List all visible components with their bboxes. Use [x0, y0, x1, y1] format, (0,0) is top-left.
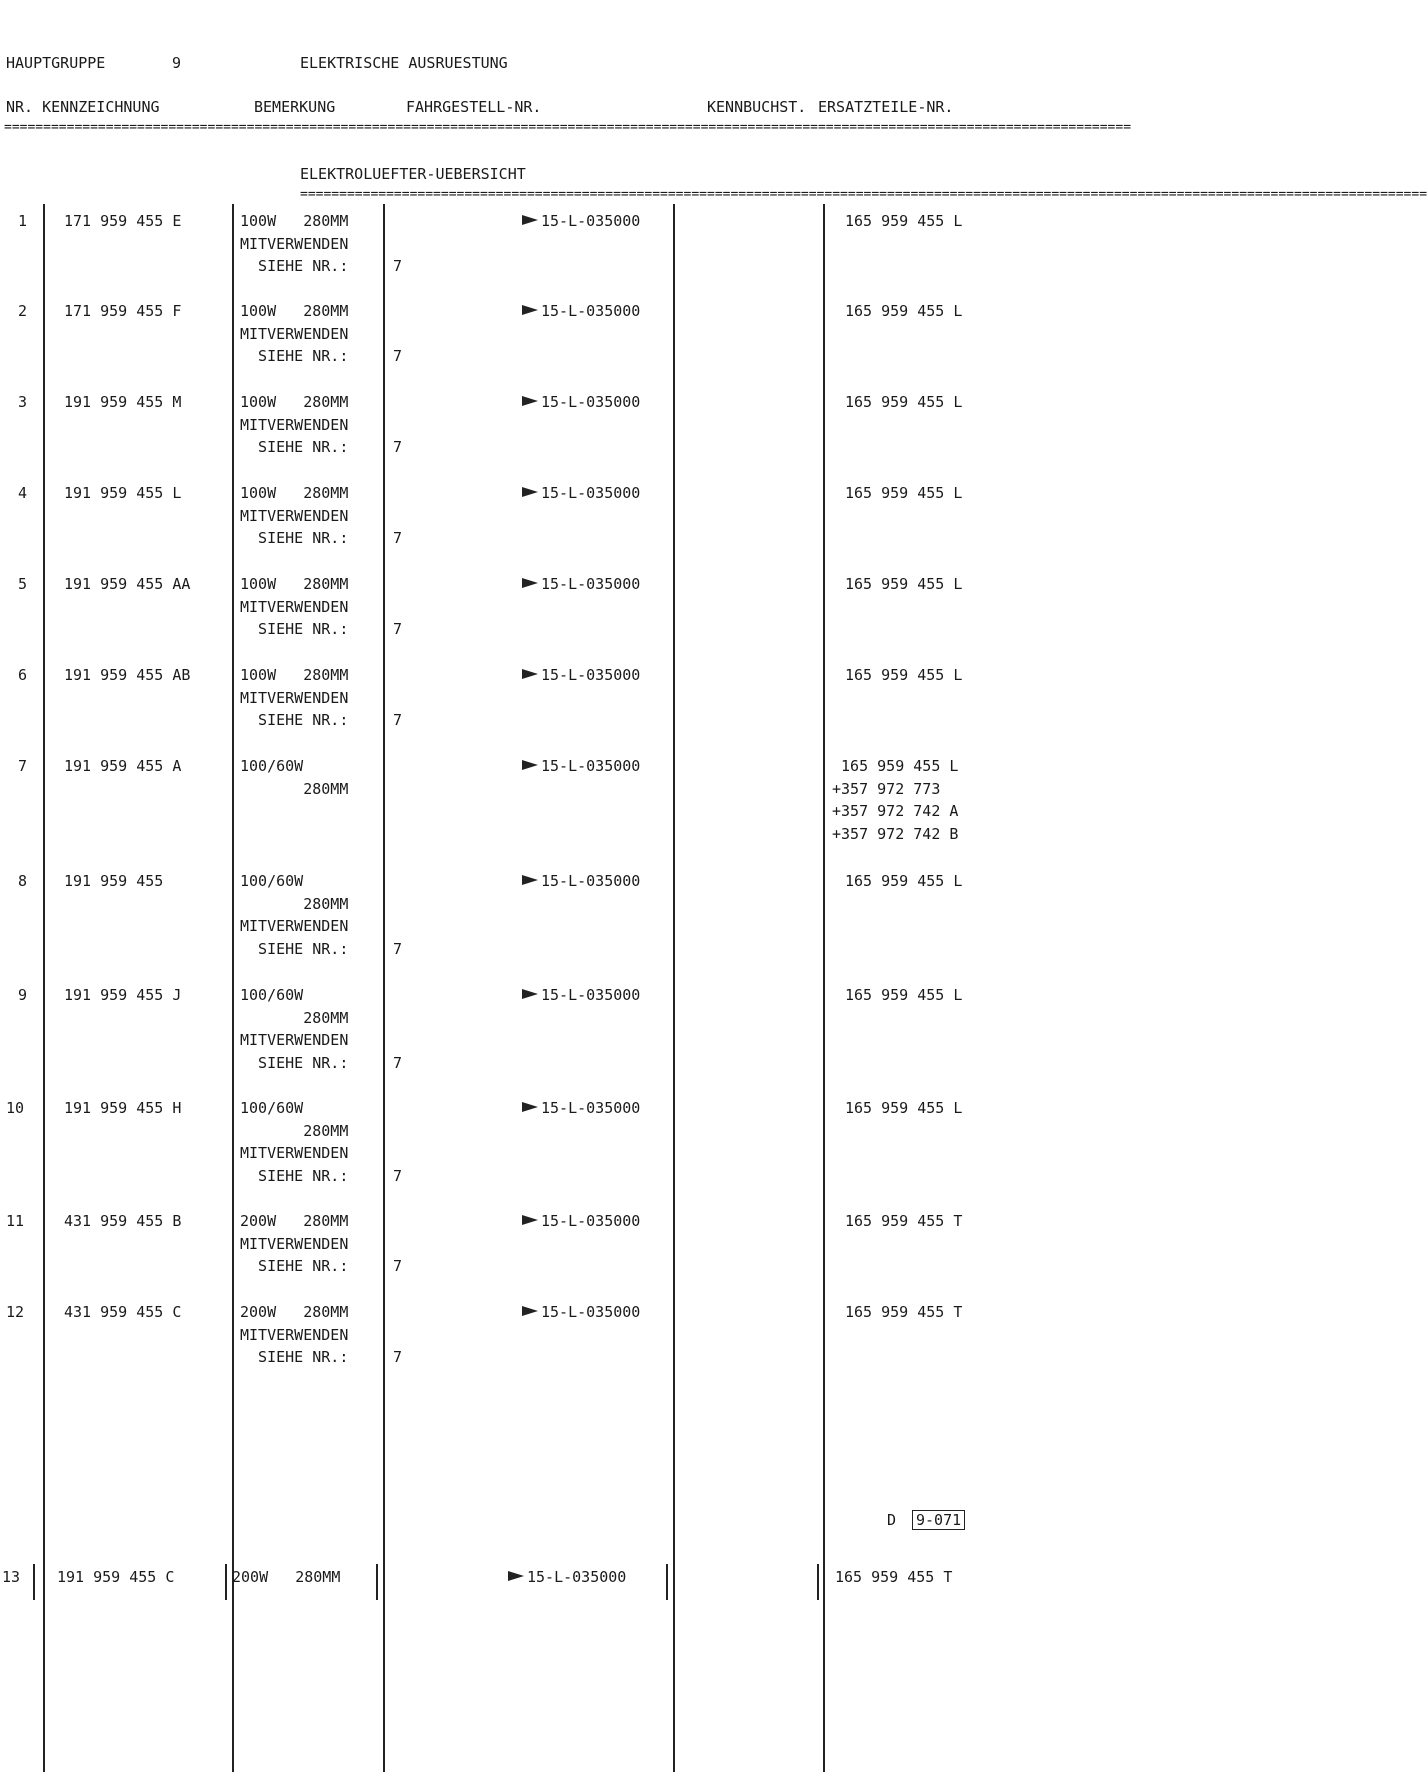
row-bemerkung-line: 100W 280MM — [240, 484, 349, 502]
row-ersatzteile-line: 165 959 455 L — [845, 1099, 963, 1117]
row-kennzeichnung: 191 959 455 — [64, 872, 164, 890]
row-bemerkung-line: 100W 280MM — [240, 393, 349, 411]
row-ersatzteile-line: +357 972 773 — [832, 779, 941, 798]
row-bemerkung-line: SIEHE NR.: — [240, 347, 349, 366]
row-ersatzteile-line: +357 972 742 B — [832, 825, 959, 844]
row-fahrgestell-text: 15-L-035000 — [541, 757, 641, 775]
next-row-ersatzteile: 165 959 455 T — [835, 1568, 953, 1586]
row-bemerkung-line: SIEHE NR.: — [240, 940, 349, 959]
row-fahrgestell — [522, 575, 640, 593]
next-row-bemerkung: 200W 280MM — [232, 1568, 341, 1586]
row-bemerkung-line: MITVERWENDEN — [240, 1144, 349, 1163]
row-bemerkung-line: SIEHE NR.: — [240, 257, 349, 276]
row-nr: 3 — [18, 393, 28, 411]
row-ersatzteile-line: 165 959 455 L — [832, 757, 959, 775]
arrow-icon — [522, 396, 538, 406]
row-fahrgestell-text: 15-L-035000 — [541, 1303, 641, 1321]
next-row-line-4 — [666, 1564, 668, 1600]
row-ersatzteile-line: 165 959 455 L — [845, 986, 963, 1004]
row-fahrgestell-text: 15-L-035000 — [541, 986, 641, 1004]
row-fahrgestell — [522, 484, 640, 502]
row-siehe-ref: 7 — [393, 1054, 403, 1073]
row-bemerkung-line: MITVERWENDEN — [240, 506, 349, 525]
arrow-icon — [522, 1102, 538, 1112]
next-row-nr: 13 — [2, 1568, 21, 1586]
column-header-fahrgestell: FAHRGESTELL-NR. — [406, 98, 542, 116]
arrow-icon — [508, 1571, 524, 1581]
row-fahrgestell — [522, 666, 640, 684]
row-fahrgestell-text: 15-L-035000 — [541, 872, 641, 890]
row-bemerkung-line: 100W 280MM — [240, 302, 349, 320]
row-fahrgestell — [522, 302, 640, 320]
row-siehe-ref: 7 — [393, 347, 403, 366]
row-bemerkung-line: 100W 280MM — [240, 666, 349, 684]
row-fahrgestell — [522, 1212, 640, 1230]
row-kennzeichnung: 191 959 455 A — [64, 757, 182, 775]
row-bemerkung-line: SIEHE NR.: — [240, 620, 349, 639]
row-nr: 9 — [18, 986, 28, 1004]
row-nr: 11 — [6, 1212, 25, 1230]
row-ersatzteile-line: 165 959 455 L — [845, 484, 963, 502]
row-fahrgestell-text: 15-L-035000 — [541, 1212, 641, 1230]
column-header-nr-kennzeichnung: NR. KENNZEICHNUNG — [6, 98, 160, 116]
column-header-bemerkung: BEMERKUNG — [254, 98, 336, 116]
row-bemerkung-line: MITVERWENDEN — [240, 688, 349, 707]
row-fahrgestell-text: 15-L-035000 — [541, 666, 641, 684]
arrow-icon — [522, 1306, 538, 1316]
row-bemerkung-line: 280MM — [240, 894, 349, 913]
row-siehe-ref: 7 — [393, 620, 403, 639]
row-kennzeichnung: 191 959 455 AB — [64, 666, 191, 684]
row-ersatzteile-line: +357 972 742 A — [832, 802, 959, 821]
row-bemerkung-line: 100W 280MM — [240, 212, 349, 230]
next-row-kennzeichnung: 191 959 455 C — [57, 1568, 175, 1586]
row-siehe-ref: 7 — [393, 1348, 403, 1367]
row-kennzeichnung: 191 959 455 J — [64, 986, 182, 1004]
grid-line-2 — [232, 204, 234, 1772]
row-bemerkung-line: 280MM — [240, 1008, 349, 1027]
section-separator: ================================================================================================================================================ — [300, 187, 1427, 202]
page-ref-code — [912, 1511, 965, 1529]
row-fahrgestell — [522, 1303, 640, 1321]
arrow-icon — [522, 215, 538, 225]
row-kennzeichnung: 171 959 455 E — [64, 212, 182, 230]
row-siehe-ref: 7 — [393, 940, 403, 959]
grid-line-5 — [823, 204, 825, 1772]
row-bemerkung-line: 200W 280MM — [240, 1212, 349, 1230]
row-siehe-ref: 7 — [393, 529, 403, 548]
row-bemerkung-line: SIEHE NR.: — [240, 1167, 349, 1186]
row-bemerkung-line: 100/60W — [240, 757, 304, 775]
row-kennzeichnung: 171 959 455 F — [64, 302, 182, 320]
column-header-ersatzteile: ERSATZTEILE-NR. — [818, 98, 954, 116]
row-fahrgestell-text: 15-L-035000 — [541, 212, 641, 230]
row-ersatzteile-line: 165 959 455 T — [845, 1303, 963, 1321]
row-bemerkung-line: 280MM — [240, 779, 349, 798]
row-nr: 7 — [18, 757, 28, 775]
row-ersatzteile-line: 165 959 455 L — [845, 393, 963, 411]
row-kennzeichnung: 191 959 455 H — [64, 1099, 182, 1117]
row-fahrgestell — [522, 872, 640, 890]
grid-line-3 — [383, 204, 385, 1772]
row-fahrgestell-text: 15-L-035000 — [541, 302, 641, 320]
row-fahrgestell — [522, 212, 640, 230]
row-fahrgestell-text: 15-L-035000 — [541, 575, 641, 593]
row-fahrgestell-text: 15-L-035000 — [541, 1099, 641, 1117]
arrow-icon — [522, 669, 538, 679]
row-kennzeichnung: 191 959 455 AA — [64, 575, 191, 593]
next-row-fahrgestell — [508, 1568, 626, 1586]
row-bemerkung-line: 280MM — [240, 1121, 349, 1140]
row-bemerkung-line: MITVERWENDEN — [240, 1234, 349, 1253]
arrow-icon — [522, 875, 538, 885]
row-kennzeichnung: 191 959 455 L — [64, 484, 182, 502]
row-fahrgestell-text: 15-L-035000 — [541, 484, 641, 502]
arrow-icon — [522, 760, 538, 770]
row-bemerkung-line: SIEHE NR.: — [240, 1348, 349, 1367]
row-siehe-ref: 7 — [393, 1257, 403, 1276]
grid-line-4 — [673, 204, 675, 1772]
row-bemerkung-line: MITVERWENDEN — [240, 917, 349, 936]
row-siehe-ref: 7 — [393, 438, 403, 457]
row-bemerkung-line: MITVERWENDEN — [240, 597, 349, 616]
row-bemerkung-line: 100/60W — [240, 986, 304, 1004]
next-row-line-1 — [33, 1564, 35, 1600]
row-bemerkung-line: SIEHE NR.: — [240, 711, 349, 730]
row-ersatzteile-line: 165 959 455 L — [845, 666, 963, 684]
row-fahrgestell — [522, 393, 640, 411]
column-header-kennbuchst: KENNBUCHST. — [707, 98, 807, 116]
row-ersatzteile-line: 165 959 455 L — [845, 575, 963, 593]
row-fahrgestell — [522, 986, 640, 1004]
row-ersatzteile-line: 165 959 455 T — [845, 1212, 963, 1230]
row-nr: 10 — [6, 1099, 25, 1117]
row-bemerkung-line: SIEHE NR.: — [240, 529, 349, 548]
next-row-line-2 — [225, 1564, 227, 1600]
row-ersatzteile-line: 165 959 455 L — [845, 302, 963, 320]
row-nr: 2 — [18, 302, 28, 320]
row-kennzeichnung: 191 959 455 M — [64, 393, 182, 411]
row-bemerkung-line: MITVERWENDEN — [240, 324, 349, 343]
row-nr: 1 — [18, 212, 28, 230]
next-row-line-3 — [376, 1564, 378, 1600]
row-bemerkung-line: MITVERWENDEN — [240, 415, 349, 434]
next-row-line-5 — [817, 1564, 819, 1600]
row-kennzeichnung: 431 959 455 B — [64, 1212, 182, 1230]
arrow-icon — [522, 578, 538, 588]
next-row-fahrgestell-text: 15-L-035000 — [527, 1568, 627, 1586]
row-bemerkung-line: 100W 280MM — [240, 575, 349, 593]
arrow-icon — [522, 1215, 538, 1225]
section-title: ELEKTROLUEFTER-UEBERSICHT — [300, 165, 526, 183]
row-bemerkung-line: MITVERWENDEN — [240, 1325, 349, 1344]
row-siehe-ref: 7 — [393, 711, 403, 730]
row-siehe-ref: 7 — [393, 1167, 403, 1186]
page-ref-letter: D — [887, 1511, 897, 1529]
hauptgruppe-label: HAUPTGRUPPE — [6, 54, 106, 72]
row-siehe-ref: 7 — [393, 257, 403, 276]
row-nr: 4 — [18, 484, 28, 502]
row-bemerkung-line: 200W 280MM — [240, 1303, 349, 1321]
arrow-icon — [522, 487, 538, 497]
row-bemerkung-line: SIEHE NR.: — [240, 1257, 349, 1276]
header-separator: ================================================================================================================================================ — [4, 120, 1132, 135]
row-kennzeichnung: 431 959 455 C — [64, 1303, 182, 1321]
row-bemerkung-line: 100/60W — [240, 1099, 304, 1117]
hauptgruppe-number: 9 — [172, 54, 182, 72]
row-nr: 12 — [6, 1303, 25, 1321]
group-title: ELEKTRISCHE AUSRUESTUNG — [300, 54, 508, 72]
row-bemerkung-line: 100/60W — [240, 872, 304, 890]
row-ersatzteile-line: 165 959 455 L — [845, 872, 963, 890]
row-nr: 8 — [18, 872, 28, 890]
row-ersatzteile-line: 165 959 455 L — [845, 212, 963, 230]
row-fahrgestell-text: 15-L-035000 — [541, 393, 641, 411]
page-ref-box: 9-071 — [912, 1510, 965, 1530]
row-bemerkung-line: SIEHE NR.: — [240, 1054, 349, 1073]
row-bemerkung-line: MITVERWENDEN — [240, 234, 349, 253]
row-fahrgestell — [522, 757, 640, 775]
grid-line-1 — [43, 204, 45, 1772]
row-nr: 6 — [18, 666, 28, 684]
row-bemerkung-line: SIEHE NR.: — [240, 438, 349, 457]
row-fahrgestell — [522, 1099, 640, 1117]
row-bemerkung-line: MITVERWENDEN — [240, 1031, 349, 1050]
arrow-icon — [522, 305, 538, 315]
arrow-icon — [522, 989, 538, 999]
row-nr: 5 — [18, 575, 28, 593]
